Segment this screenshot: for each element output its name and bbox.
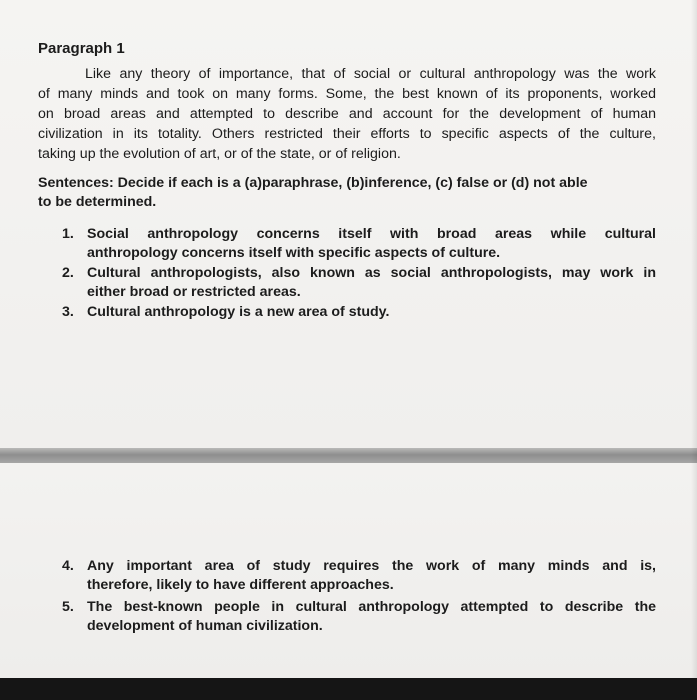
paragraph-line: Like any theory of importance, that of social or cultural anthropology was the work (85, 66, 656, 82)
list-item-line: Any important area of study requires the work of many minds and is, (87, 558, 656, 574)
list-item-line: Cultural anthropologists, also known as social anthropologists, may work in (87, 265, 656, 281)
list-item-line: Social anthropology concerns itself with broad areas while cultural (87, 226, 656, 242)
list-item-number: 1. (62, 226, 74, 242)
list-item-number: 5. (62, 599, 74, 615)
list-item-line: development of human civilization. (87, 618, 323, 634)
list-item-text (87, 264, 656, 302)
list-item-number: 2. (62, 265, 74, 281)
list-item-line: therefore, likely to have different approaches. (87, 577, 394, 593)
list-item-number: 3. (62, 304, 74, 320)
paragraph-line: on broad areas and attempted to describe and account for the development of human (38, 106, 656, 122)
instructions-line: Sentences: Decide if each is a (a)paraphrase, (b)inference, (c) false or (d) not able (38, 175, 588, 191)
bottom-dark-edge (0, 678, 697, 700)
reading-paragraph (38, 64, 656, 164)
list-item-line: either broad or restricted areas. (87, 284, 301, 300)
paragraph-heading: Paragraph 1 (38, 40, 125, 57)
instructions-line: to be determined. (38, 194, 157, 210)
list-item-line: anthropology concerns itself with specific aspects of culture. (87, 245, 501, 261)
paragraph-line: civilization in its totality. Others restricted their efforts to specific aspects of the culture, (38, 126, 656, 142)
list-item-text (87, 303, 656, 322)
instructions (38, 174, 656, 212)
list-item-line: The best-known people in cultural anthropology attempted to describe the (87, 599, 656, 615)
page-divider-bar (0, 448, 697, 463)
list-item-number: 4. (62, 558, 74, 574)
paragraph-line: of many minds and took on many forms. Some, the best known of its proponents, worked (38, 86, 656, 102)
list-item-text (87, 557, 656, 595)
list-item-text (87, 225, 656, 263)
right-edge-shadow (691, 0, 697, 678)
paragraph-line: taking up the evolution of art, or of the state, or of religion. (38, 146, 401, 162)
list-item-line: Cultural anthropology is a new area of study. (87, 304, 390, 320)
list-item-text (87, 598, 656, 636)
